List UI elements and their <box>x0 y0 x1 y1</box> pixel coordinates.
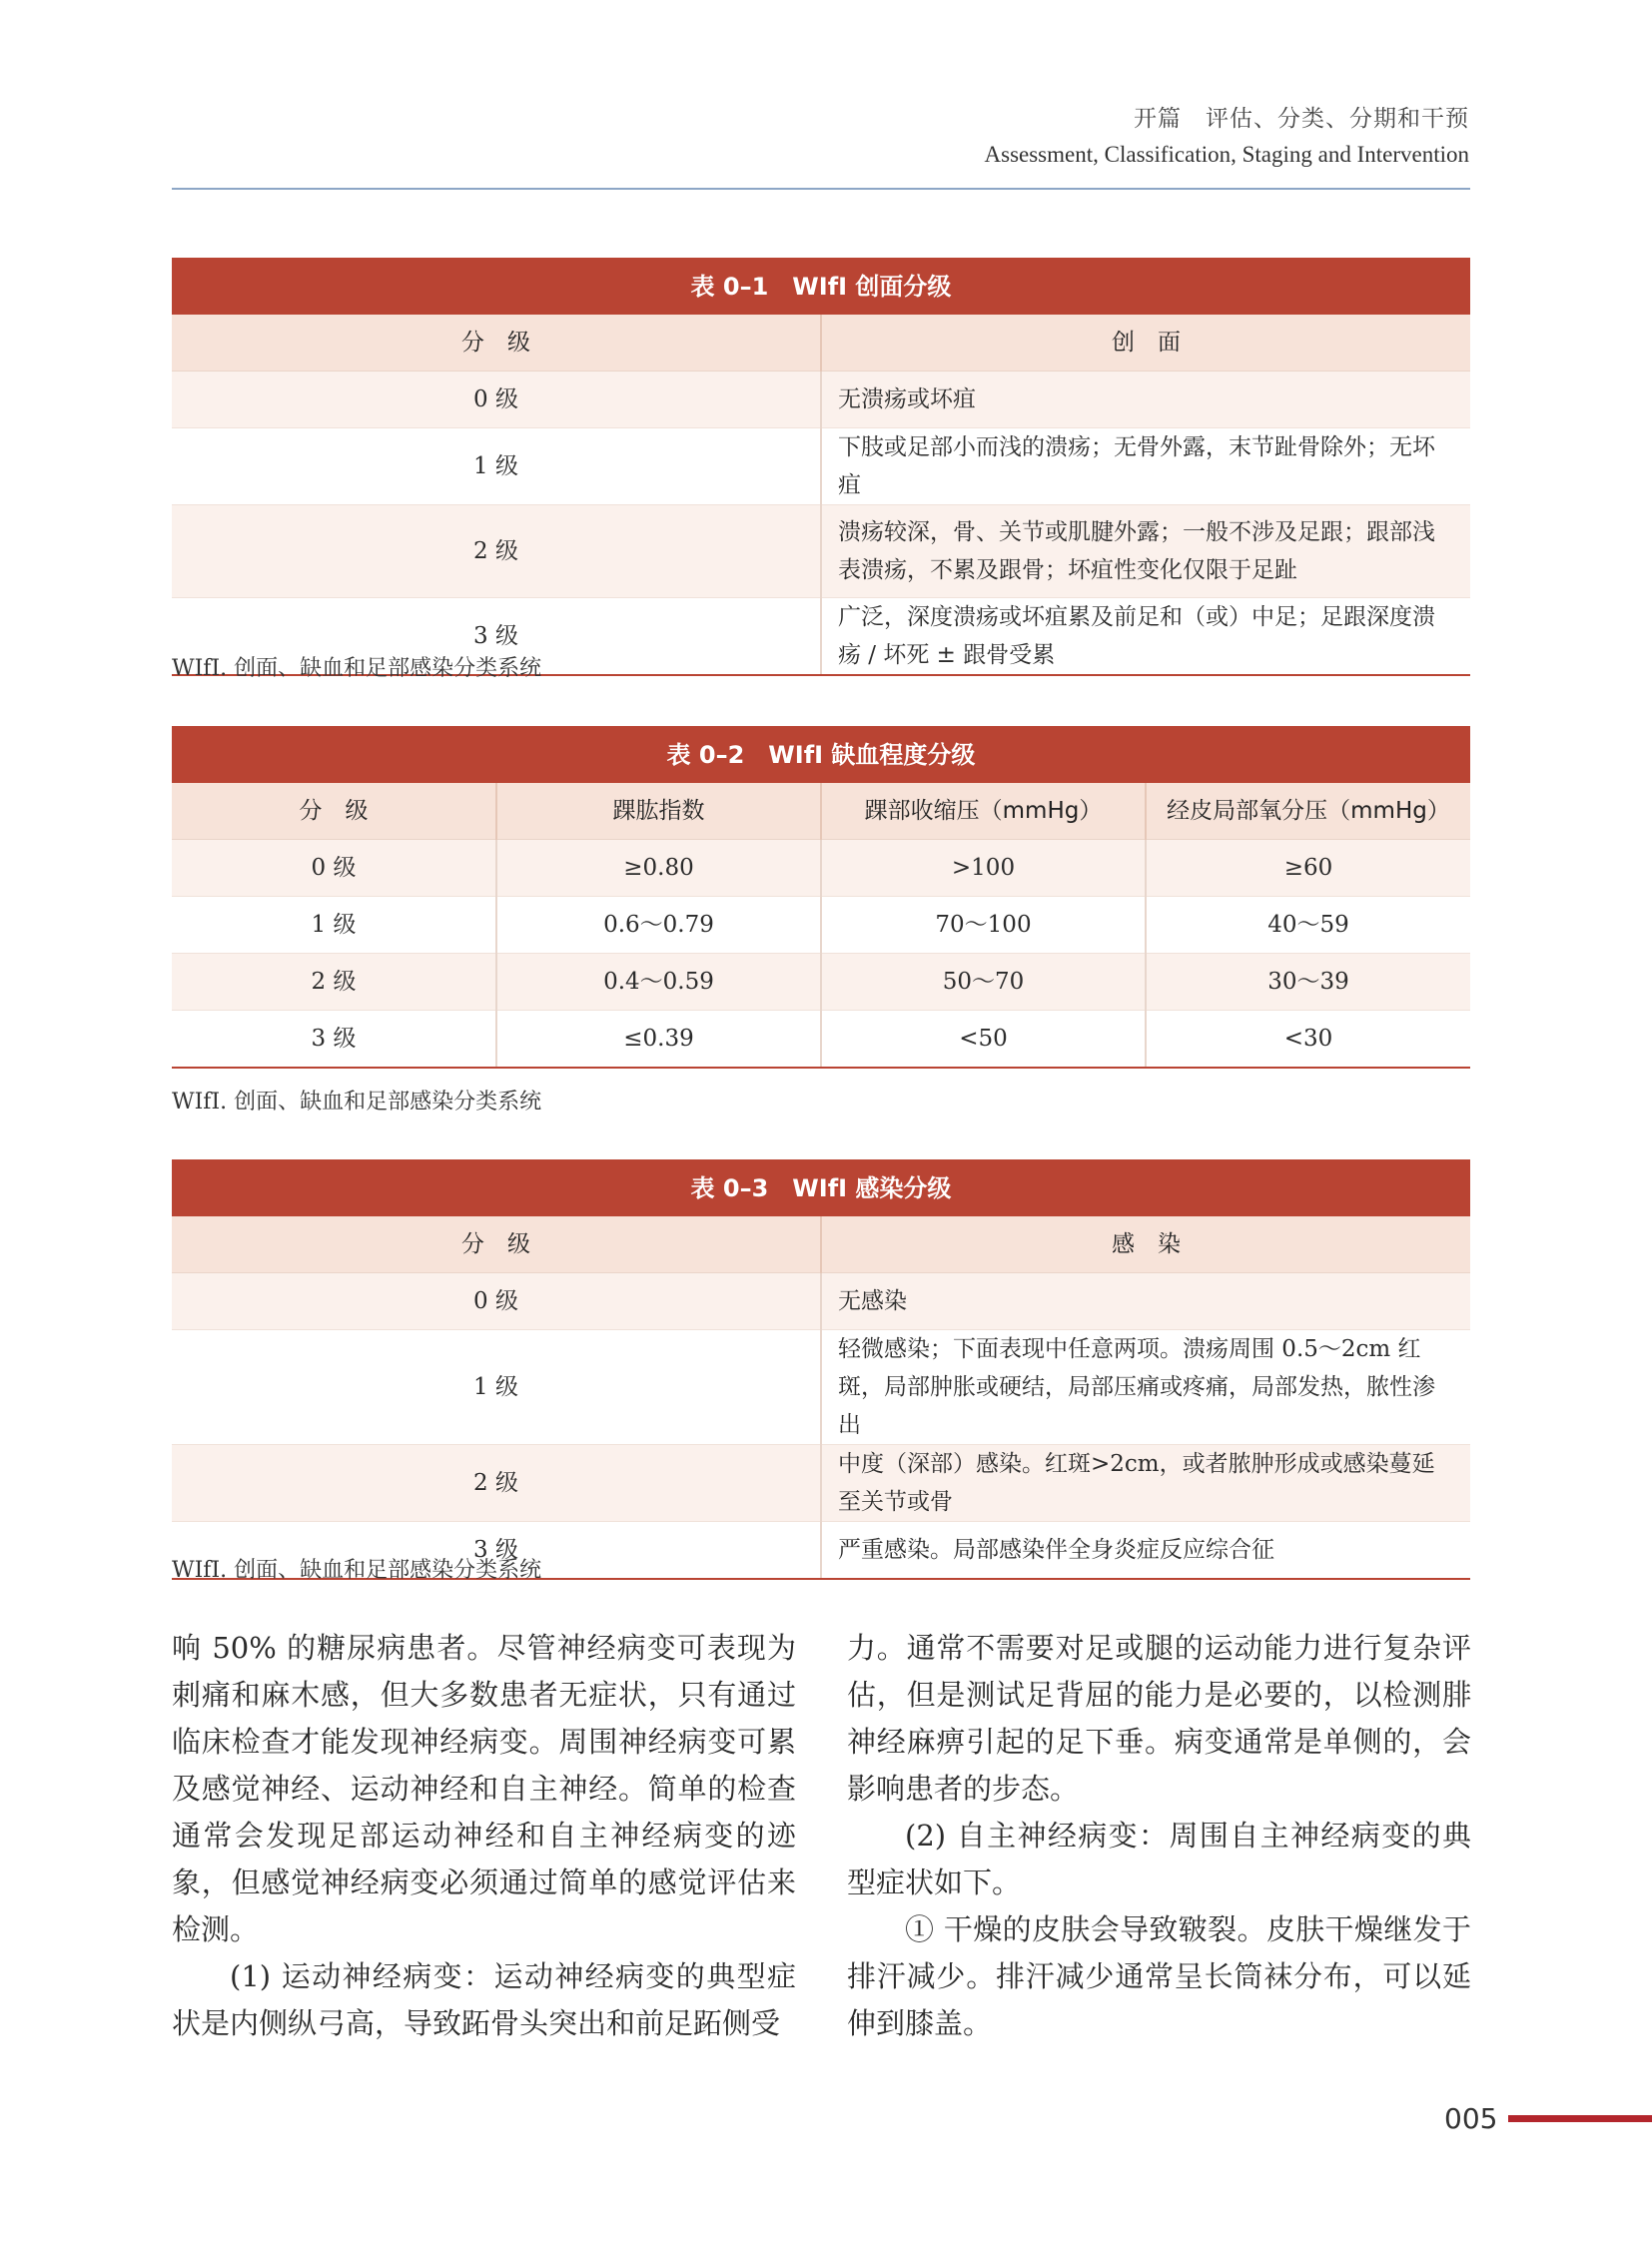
running-header <box>985 104 1469 172</box>
table-row <box>172 428 1470 505</box>
grade-cell: 3 级 <box>172 1011 496 1069</box>
grade-cell: 1 级 <box>172 1330 821 1445</box>
description-cell: 无感染 <box>821 1273 1470 1330</box>
ankle-pressure-cell: <50 <box>821 1011 1146 1069</box>
table-row <box>172 372 1470 428</box>
column-header-tcpo2: 经皮局部氧分压（mmHg） <box>1146 783 1470 840</box>
description-cell: 广泛，深度溃疡或坏疽累及前足和（或）中足；足跟深度溃疡 / 坏死 ± 跟骨受累 <box>821 598 1470 676</box>
grade-cell: 2 级 <box>172 954 496 1011</box>
table-row <box>172 505 1470 598</box>
description-cell: 下肢或足部小而浅的溃疡；无骨外露，末节趾骨除外；无坏疽 <box>821 428 1470 505</box>
description-cell: 严重感染。局部感染伴全身炎症反应综合征 <box>821 1522 1470 1580</box>
table-note: WIfI. 创面、缺血和足部感染分类系统 <box>172 1558 542 1583</box>
column-header-infection: 感 染 <box>821 1216 1470 1273</box>
paragraph: (1) 运动神经病变：运动神经病变的典型症状是内侧纵弓高，导致跖骨头突出和前足跖侧受 <box>172 1959 796 2040</box>
description-cell: 轻微感染；下面表现中任意两项。溃疡周围 0.5～2cm 红斑，局部肿胀或硬结，局部压痛或疼痛，局部发热，脓性渗出 <box>821 1330 1470 1445</box>
column-header-grade: 分 级 <box>172 1216 821 1273</box>
grade-cell: 2 级 <box>172 1445 821 1522</box>
ankle-pressure-cell: 50～70 <box>821 954 1146 1011</box>
page-number: 005 <box>1444 2102 1498 2135</box>
column-header-abi: 踝肱指数 <box>496 783 821 840</box>
chapter-title: 开篇 评估、分类、分期和干预 <box>1134 106 1469 132</box>
grade-cell: 0 级 <box>172 840 496 897</box>
table-row <box>172 1011 1470 1069</box>
table-title: 表 0–1 WIfI 创面分级 <box>172 258 1470 315</box>
grade-cell: 1 级 <box>172 897 496 954</box>
table-row <box>172 954 1470 1011</box>
grade-cell: 1 级 <box>172 428 821 505</box>
table-row <box>172 1445 1470 1522</box>
paragraph: 响 50% 的糖尿病患者。尽管神经病变可表现为刺痛和麻木感，但大多数患者无症状，只有通过临床检查才能发现神经病变。周围神经病变可累及感觉神经、运动神经和自主神经。简单的检查通常会发现足部运动神经和自主神经病变的迹象，但感觉神经病变必须通过简单的感觉评估来检测。 <box>172 1631 796 1946</box>
abi-cell: ≤0.39 <box>496 1011 821 1069</box>
table-note: WIfI. 创面、缺血和足部感染分类系统 <box>172 1090 542 1115</box>
description-cell: 无溃疡或坏疽 <box>821 372 1470 428</box>
column-header-grade: 分 级 <box>172 315 821 372</box>
grade-cell: 0 级 <box>172 1273 821 1330</box>
grade-cell: 0 级 <box>172 372 821 428</box>
table-note: WIfI. 创面、缺血和足部感染分类系统 <box>172 656 542 681</box>
tcpo2-cell: <30 <box>1146 1011 1470 1069</box>
grade-cell: 2 级 <box>172 505 821 598</box>
ankle-pressure-cell: >100 <box>821 840 1146 897</box>
table-title: 表 0–2 WIfI 缺血程度分级 <box>172 726 1470 783</box>
grade-cell: 3 级 <box>172 1522 821 1580</box>
column-header-wound: 创 面 <box>821 315 1470 372</box>
paragraph: (2) 自主神经病变：周围自主神经病变的典型症状如下。 <box>847 1819 1471 1899</box>
abi-cell: ≥0.80 <box>496 840 821 897</box>
table-row <box>172 897 1470 954</box>
table-title: 表 0–3 WIfI 感染分级 <box>172 1159 1470 1216</box>
header-divider <box>172 188 1470 190</box>
ankle-pressure-cell: 70～100 <box>821 897 1146 954</box>
ischemia-grade-table <box>172 726 1470 1069</box>
column-header-grade: 分 级 <box>172 783 496 840</box>
infection-grade-table <box>172 1159 1470 1580</box>
abi-cell: 0.6～0.79 <box>496 897 821 954</box>
chapter-subtitle-en: Assessment, Classification, Staging and Intervention <box>984 142 1469 167</box>
page-accent-bar <box>1508 2115 1652 2122</box>
body-column-left <box>172 1625 796 2047</box>
table-row <box>172 840 1470 897</box>
description-cell: 溃疡较深，骨、关节或肌腱外露；一般不涉及足跟；跟部浅表溃疡，不累及跟骨；坏疽性变化仅限于足趾 <box>821 505 1470 598</box>
tcpo2-cell: 40～59 <box>1146 897 1470 954</box>
body-column-right <box>847 1625 1471 2047</box>
tcpo2-cell: 30～39 <box>1146 954 1470 1011</box>
column-header-ankle-pressure: 踝部收缩压（mmHg） <box>821 783 1146 840</box>
table-row <box>172 1273 1470 1330</box>
description-cell: 中度（深部）感染。红斑>2cm，或者脓肿形成或感染蔓延至关节或骨 <box>821 1445 1470 1522</box>
table-row <box>172 1330 1470 1445</box>
abi-cell: 0.4～0.59 <box>496 954 821 1011</box>
grade-cell: 3 级 <box>172 598 821 676</box>
paragraph: ① 干燥的皮肤会导致皲裂。皮肤干燥继发于排汗减少。排汗减少通常呈长筒袜分布，可以延伸到膝盖。 <box>847 1912 1471 2040</box>
wound-grade-table <box>172 258 1470 676</box>
tcpo2-cell: ≥60 <box>1146 840 1470 897</box>
paragraph: 力。通常不需要对足或腿的运动能力进行复杂评估，但是测试足背屈的能力是必要的，以检测腓神经麻痹引起的足下垂。病变通常是单侧的，会影响患者的步态。 <box>847 1631 1471 1806</box>
